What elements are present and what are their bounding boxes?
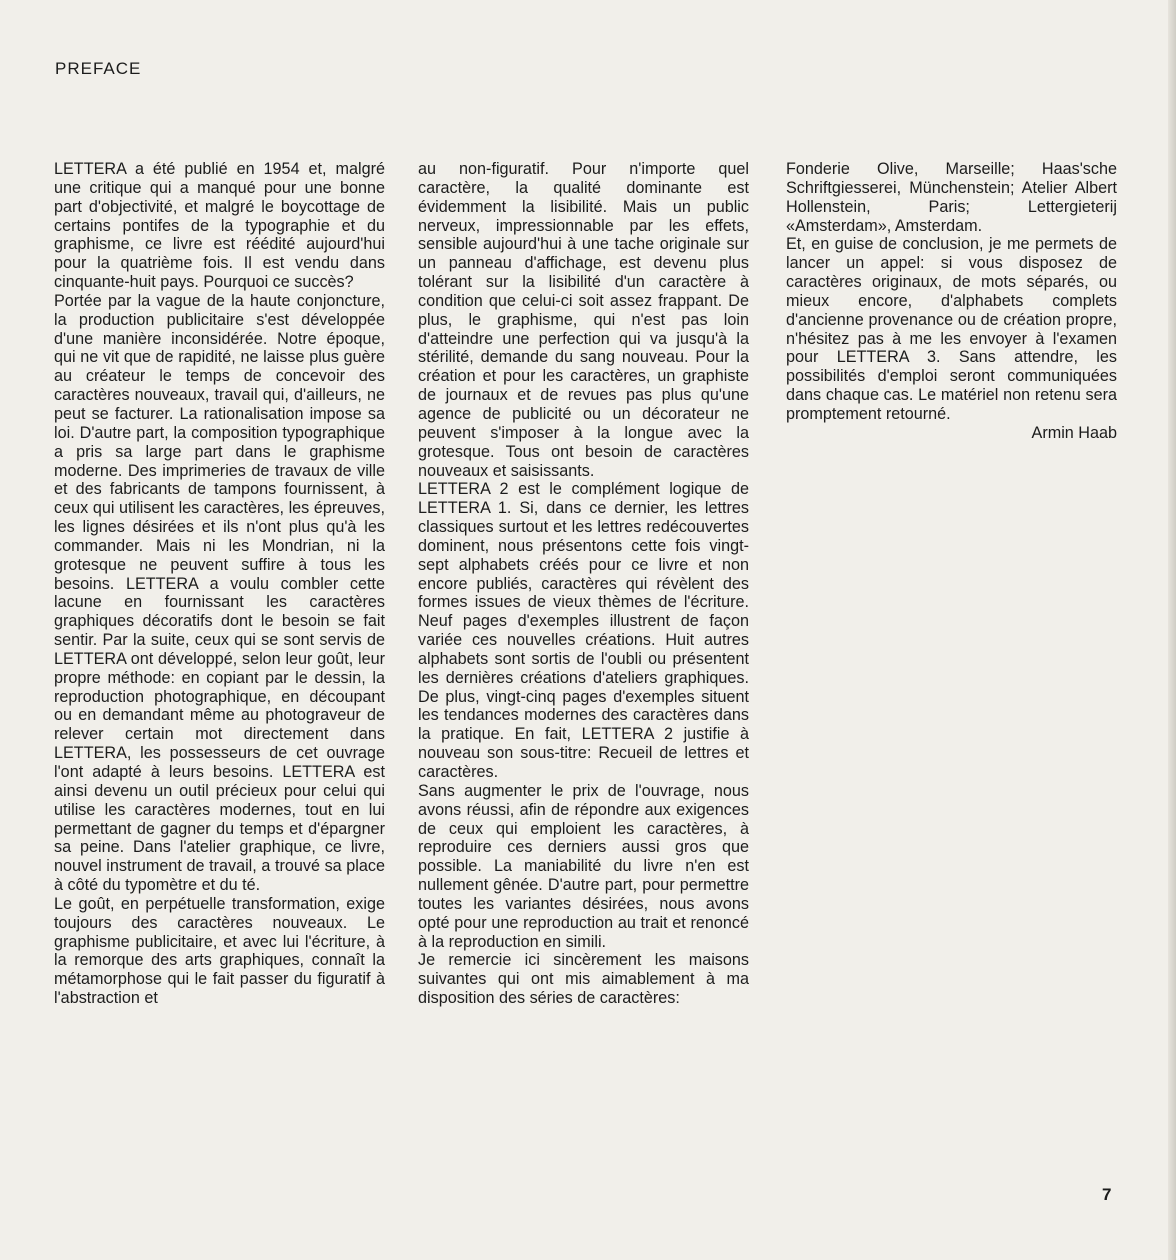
page-number: 7 xyxy=(1102,1185,1112,1204)
paragraph: Et, en guise de conclusion, je me permets de lancer un appel: si vous disposez de caractères originaux, de mots séparés, ou mieux encore, d'alphabets complets d'ancienne provenance ou de création propre, n'hésitez pas à me les envoyer à l'examen pour LETTERA 3. Sans attendre, les possibilités d'emploi seront communiquées dans chaque cas. Le matériel non retenu sera promptement retourné. xyxy=(786,235,1117,423)
text-column-2 xyxy=(418,160,749,1008)
paragraph: LETTERA a été publié en 1954 et, malgré une critique qui a manqué pour une bonne part d'objectivité, et malgré le boycottage de certains pontifes de la typographie et du graphisme, ce livre est réédité aujourd'hui pour la quatrième fois. Il est vendu dans cinquante-huit pays. Pourquoi ce succès? xyxy=(54,160,385,292)
paragraph: Fonderie Olive, Marseille; Haas'sche Schriftgiesserei, Münchenstein; Atelier Albert Hollenstein, Paris; Lettergieterij «Amsterdam», Amsterdam. xyxy=(786,160,1117,235)
text-column-1 xyxy=(54,160,385,1008)
paragraph: Je remercie ici sincèrement les maisons suivantes qui ont mis aimablement à ma disposition des séries de caractères: xyxy=(418,951,749,1008)
author-signature: Armin Haab xyxy=(1031,423,1117,442)
page-title: PREFACE xyxy=(55,59,142,78)
page-edge xyxy=(1168,0,1176,1260)
paragraph: Le goût, en perpétuelle transformation, exige toujours des caractères nouveaux. Le graphisme publicitaire, et avec lui l'écriture, à la remorque des arts graphiques, connaît la métamorphose qui le fait passer du figuratif à l'abstraction et xyxy=(54,894,385,1008)
paragraph: au non-figuratif. Pour n'importe quel caractère, la qualité dominante est évidemment la lisibilité. Mais un public nerveux, impressionnable par les effets, sensible aujourd'hui à une tache originale sur un panneau d'affichage, est devenu plus tolérant sur la lisibilité d'un caractère à condition que celui-ci soit assez frappant. De plus, le graphisme, qui n'est pas loin d'atteindre une perfection qui va jusqu'à la stérilité, demande du sang nouveau. Pour la création et pour les caractères, un graphiste de journaux et de revues pas plus qu'une agence de publicité ou un décorateur ne peuvent s'imposer à la longue avec la grotesque. Tous ont besoin de caractères nouveaux et saisissants. xyxy=(418,160,749,480)
paragraph: Sans augmenter le prix de l'ouvrage, nous avons réussi, afin de répondre aux exigences de ceux qui emploient les caractères, à reproduire ces derniers aussi gros que possible. La maniabilité du livre n'en est nullement gênée. D'autre part, pour permettre toutes les variantes désirées, nous avons opté pour une reproduction au trait et renoncé à la reproduction en simili. xyxy=(418,781,749,951)
text-column-3 xyxy=(786,160,1117,443)
paragraph: Portée par la vague de la haute conjoncture, la production publicitaire s'est développée d'une manière inconsidérée. Notre époque, qui ne vit que de rapidité, ne laisse plus guère au créateur le temps de concevoir des caractères nouveaux, travail qui, d'ailleurs, ne peut se facturer. La rationalisation impose sa loi. D'autre part, la composition typographique a pris sa large part dans le graphisme moderne. Des imprimeries de travaux de ville et des fabricants de tampons fournissent, à ceux qui utilisent les caractères, les épreuves, les lignes désirées et ils n'ont plus qu'à les commander. Mais ni les Mondrian, ni la grotesque ne peuvent suffire à tous les besoins. LETTERA a voulu combler cette lacune en fournissant les caractères graphiques décoratifs dont le besoin se fait sentir. Par la suite, ceux qui se sont servis de LETTERA ont développé, selon leur goût, leur propre méthode: en copiant par le dessin, la reproduction photographique, en découpant ou en demandant même au photograveur de relever certain mot directement dans LETTERA, les possesseurs de cet ouvrage l'ont adapté à leurs besoins. LETTERA est ainsi devenu un outil précieux pour celui qui utilise les caractères modernes, tout en lui permettant de gagner du temps et d'épargner sa peine. Dans l'atelier graphique, ce livre, nouvel instrument de travail, a trouvé sa place à côté du typomètre et du té. xyxy=(54,291,385,895)
paragraph: LETTERA 2 est le complément logique de LETTERA 1. Si, dans ce dernier, les lettres classiques surtout et les lettres redécouvertes dominent, nous présentons cette fois vingt-sept alphabets créés pour ce livre et non encore publiés, caractères qui révèlent des formes issues de vieux thèmes de l'écriture. Neuf pages d'exemples illustrent de façon variée ces nouvelles créations. Huit autres alphabets sont sortis de l'oubli ou présentent les dernières créations d'ateliers graphiques. De plus, vingt-cinq pages d'exemples situent les tendances modernes des caractères dans la pratique. En fait, LETTERA 2 justifie à nouveau son sous-titre: Recueil de lettres et caractères. xyxy=(418,480,749,781)
